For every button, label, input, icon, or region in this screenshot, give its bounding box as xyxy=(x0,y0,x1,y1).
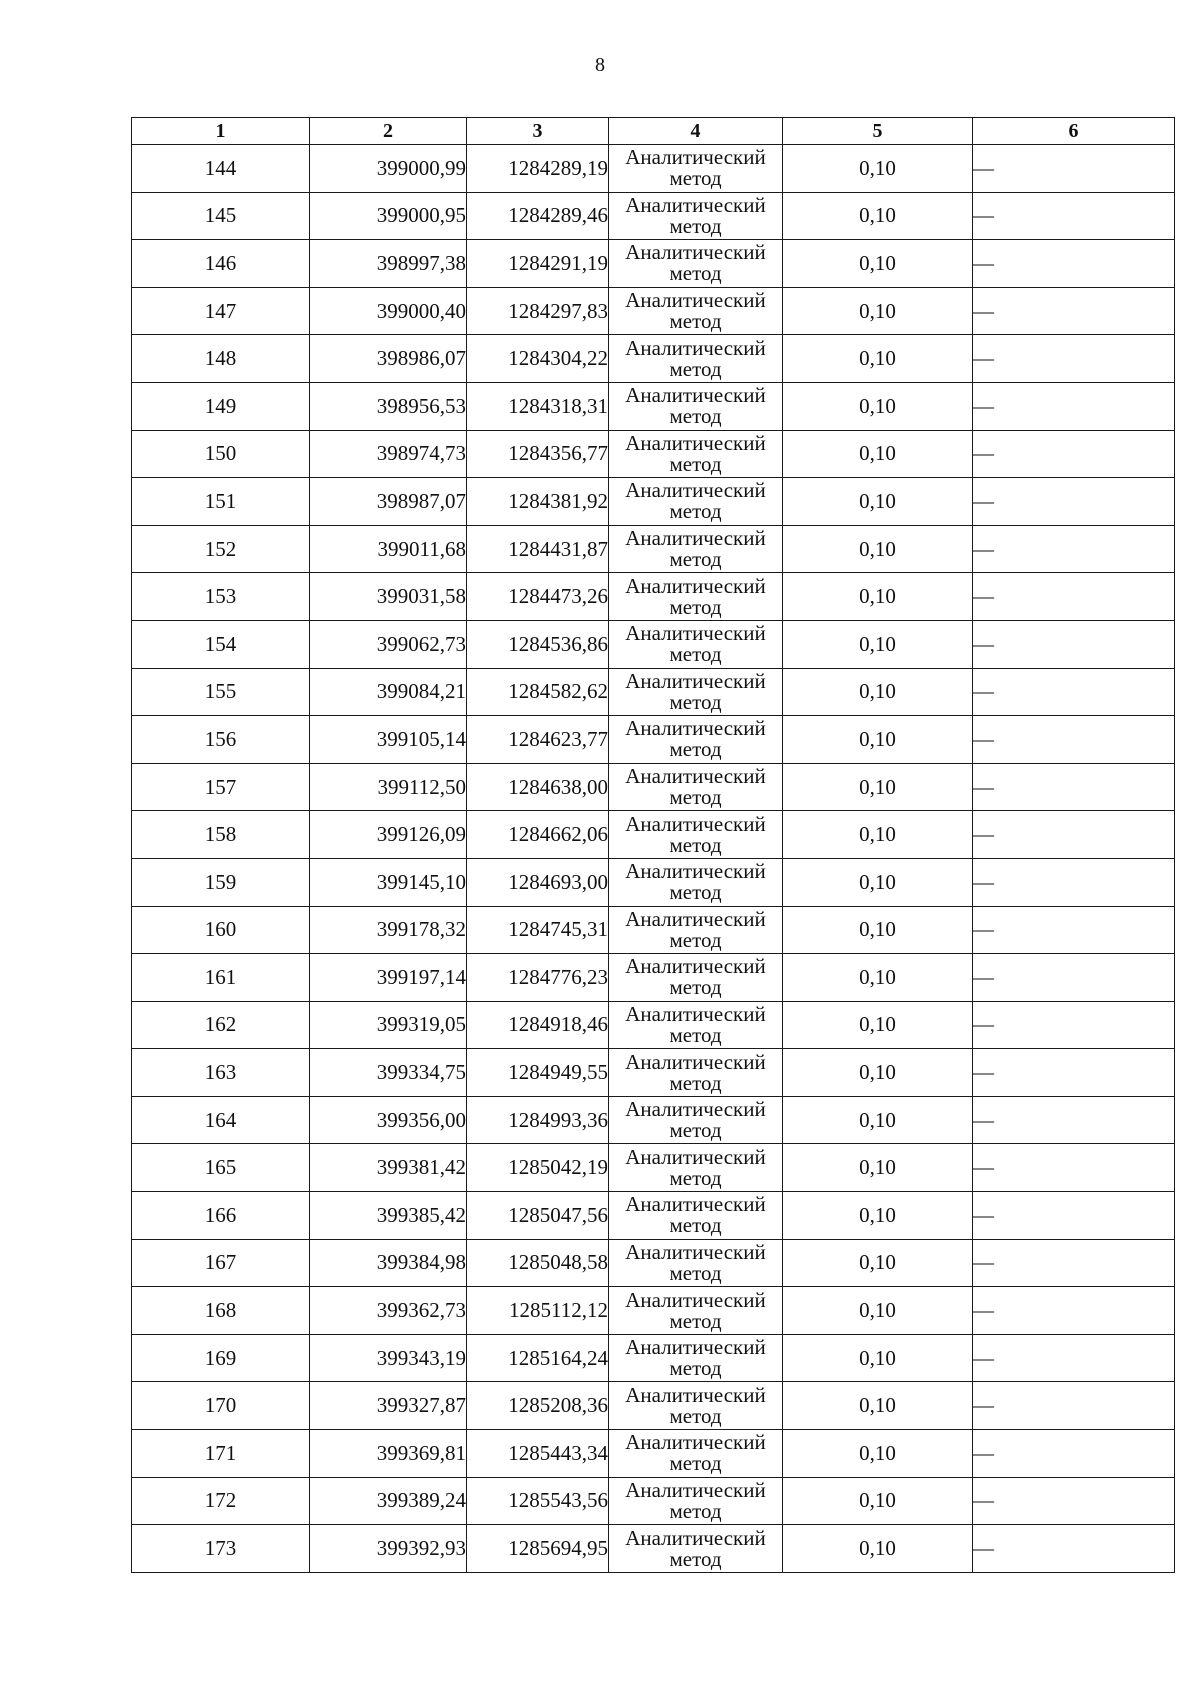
method-line-1: Аналитический xyxy=(625,1477,766,1502)
header-row xyxy=(132,118,1175,145)
y-coordinate-cell: 1284536,86 xyxy=(467,620,609,668)
header-col-3: 3 xyxy=(467,118,609,145)
method-line-2: метод xyxy=(669,166,722,191)
note-cell: — xyxy=(973,1525,1175,1573)
y-coordinate-cell: 1284431,87 xyxy=(467,525,609,573)
x-coordinate-cell: 399343,19 xyxy=(310,1334,467,1382)
method-cell xyxy=(609,478,783,526)
method-cell xyxy=(609,287,783,335)
point-number-cell: 171 xyxy=(132,1430,310,1478)
method-line-1: Аналитический xyxy=(625,430,766,455)
table-row xyxy=(132,240,1175,288)
note-cell: — xyxy=(973,240,1175,288)
table-row xyxy=(132,811,1175,859)
y-coordinate-cell: 1284381,92 xyxy=(467,478,609,526)
point-number-cell: 160 xyxy=(132,906,310,954)
accuracy-cell: 0,10 xyxy=(783,954,973,1002)
x-coordinate-cell: 399389,24 xyxy=(310,1477,467,1525)
method-cell xyxy=(609,1477,783,1525)
y-coordinate-cell: 1284291,19 xyxy=(467,240,609,288)
note-cell: — xyxy=(973,668,1175,716)
method-line-2: метод xyxy=(669,499,722,524)
note-cell: — xyxy=(973,811,1175,859)
table-row xyxy=(132,620,1175,668)
method-cell xyxy=(609,1144,783,1192)
y-coordinate-cell: 1284318,31 xyxy=(467,382,609,430)
method-cell xyxy=(609,906,783,954)
method-line-1: Аналитический xyxy=(625,954,766,979)
x-coordinate-cell: 399000,95 xyxy=(310,192,467,240)
method-line-2: метод xyxy=(669,975,722,1000)
x-coordinate-cell: 398997,38 xyxy=(310,240,467,288)
method-cell xyxy=(609,1287,783,1335)
table-header xyxy=(132,118,1175,145)
note-cell: — xyxy=(973,1239,1175,1287)
method-line-1: Аналитический xyxy=(625,906,766,931)
y-coordinate-cell: 1285047,56 xyxy=(467,1192,609,1240)
note-cell: — xyxy=(973,1334,1175,1382)
method-cell xyxy=(609,240,783,288)
point-number-cell: 173 xyxy=(132,1525,310,1573)
method-cell xyxy=(609,620,783,668)
coordinates-table xyxy=(131,117,1175,1573)
table-row xyxy=(132,1144,1175,1192)
method-cell xyxy=(609,1049,783,1097)
x-coordinate-cell: 399000,99 xyxy=(310,145,467,193)
table-row xyxy=(132,1096,1175,1144)
x-coordinate-cell: 399369,81 xyxy=(310,1430,467,1478)
table-row xyxy=(132,1049,1175,1097)
method-line-2: метод xyxy=(669,1546,722,1571)
accuracy-cell: 0,10 xyxy=(783,620,973,668)
method-line-2: метод xyxy=(669,1260,722,1285)
header-col-4: 4 xyxy=(609,118,783,145)
accuracy-cell: 0,10 xyxy=(783,1001,973,1049)
note-cell: — xyxy=(973,430,1175,478)
note-cell: — xyxy=(973,1287,1175,1335)
point-number-cell: 157 xyxy=(132,763,310,811)
x-coordinate-cell: 398974,73 xyxy=(310,430,467,478)
note-cell: — xyxy=(973,1430,1175,1478)
table-row xyxy=(132,954,1175,1002)
method-line-1: Аналитический xyxy=(625,1239,766,1264)
method-line-2: метод xyxy=(669,451,722,476)
y-coordinate-cell: 1285112,12 xyxy=(467,1287,609,1335)
method-line-1: Аналитический xyxy=(625,811,766,836)
header-col-5: 5 xyxy=(783,118,973,145)
accuracy-cell: 0,10 xyxy=(783,811,973,859)
accuracy-cell: 0,10 xyxy=(783,1430,973,1478)
table-row xyxy=(132,382,1175,430)
point-number-cell: 153 xyxy=(132,573,310,621)
method-line-2: метод xyxy=(669,1165,722,1190)
note-cell: — xyxy=(973,525,1175,573)
method-line-1: Аналитический xyxy=(625,1430,766,1455)
accuracy-cell: 0,10 xyxy=(783,573,973,621)
table-row xyxy=(132,478,1175,526)
accuracy-cell: 0,10 xyxy=(783,1049,973,1097)
method-line-2: метод xyxy=(669,785,722,810)
method-cell xyxy=(609,1382,783,1430)
y-coordinate-cell: 1284918,46 xyxy=(467,1001,609,1049)
method-line-1: Аналитический xyxy=(625,526,766,551)
method-cell xyxy=(609,954,783,1002)
point-number-cell: 162 xyxy=(132,1001,310,1049)
note-cell: — xyxy=(973,478,1175,526)
x-coordinate-cell: 398986,07 xyxy=(310,335,467,383)
table-row xyxy=(132,1334,1175,1382)
method-line-1: Аналитический xyxy=(625,1192,766,1217)
method-line-1: Аналитический xyxy=(625,1525,766,1550)
y-coordinate-cell: 1284297,83 xyxy=(467,287,609,335)
y-coordinate-cell: 1284662,06 xyxy=(467,811,609,859)
y-coordinate-cell: 1285443,34 xyxy=(467,1430,609,1478)
point-number-cell: 150 xyxy=(132,430,310,478)
note-cell: — xyxy=(973,1096,1175,1144)
point-number-cell: 144 xyxy=(132,145,310,193)
note-cell: — xyxy=(973,858,1175,906)
point-number-cell: 154 xyxy=(132,620,310,668)
method-line-2: метод xyxy=(669,356,722,381)
point-number-cell: 168 xyxy=(132,1287,310,1335)
point-number-cell: 167 xyxy=(132,1239,310,1287)
method-line-2: метод xyxy=(669,737,722,762)
table-row xyxy=(132,716,1175,764)
accuracy-cell: 0,10 xyxy=(783,763,973,811)
header-col-6: 6 xyxy=(973,118,1175,145)
table-row xyxy=(132,1430,1175,1478)
method-line-1: Аналитический xyxy=(625,288,766,313)
table-row xyxy=(132,763,1175,811)
y-coordinate-cell: 1284949,55 xyxy=(467,1049,609,1097)
method-cell xyxy=(609,858,783,906)
x-coordinate-cell: 399084,21 xyxy=(310,668,467,716)
point-number-cell: 155 xyxy=(132,668,310,716)
point-number-cell: 163 xyxy=(132,1049,310,1097)
x-coordinate-cell: 399384,98 xyxy=(310,1239,467,1287)
table-row xyxy=(132,145,1175,193)
method-line-2: метод xyxy=(669,1070,722,1095)
method-line-1: Аналитический xyxy=(625,764,766,789)
note-cell: — xyxy=(973,620,1175,668)
note-cell: — xyxy=(973,192,1175,240)
x-coordinate-cell: 399356,00 xyxy=(310,1096,467,1144)
table-row xyxy=(132,525,1175,573)
method-line-2: метод xyxy=(669,832,722,857)
note-cell: — xyxy=(973,382,1175,430)
table-body xyxy=(132,145,1175,1573)
accuracy-cell: 0,10 xyxy=(783,525,973,573)
method-line-1: Аналитический xyxy=(625,1287,766,1312)
point-number-cell: 170 xyxy=(132,1382,310,1430)
x-coordinate-cell: 399327,87 xyxy=(310,1382,467,1430)
method-line-1: Аналитический xyxy=(625,1335,766,1360)
y-coordinate-cell: 1285042,19 xyxy=(467,1144,609,1192)
method-line-2: метод xyxy=(669,547,722,572)
point-number-cell: 145 xyxy=(132,192,310,240)
accuracy-cell: 0,10 xyxy=(783,145,973,193)
method-line-1: Аналитический xyxy=(625,145,766,170)
point-number-cell: 149 xyxy=(132,382,310,430)
table-row xyxy=(132,1287,1175,1335)
method-line-2: метод xyxy=(669,213,722,238)
method-cell xyxy=(609,145,783,193)
y-coordinate-cell: 1284356,77 xyxy=(467,430,609,478)
note-cell: — xyxy=(973,335,1175,383)
y-coordinate-cell: 1284473,26 xyxy=(467,573,609,621)
note-cell: — xyxy=(973,954,1175,1002)
point-number-cell: 156 xyxy=(132,716,310,764)
method-cell xyxy=(609,1430,783,1478)
x-coordinate-cell: 399319,05 xyxy=(310,1001,467,1049)
method-cell xyxy=(609,1001,783,1049)
note-cell: — xyxy=(973,145,1175,193)
x-coordinate-cell: 399011,68 xyxy=(310,525,467,573)
note-cell: — xyxy=(973,1477,1175,1525)
method-line-2: метод xyxy=(669,1308,722,1333)
method-line-2: метод xyxy=(669,927,722,952)
point-number-cell: 148 xyxy=(132,335,310,383)
point-number-cell: 152 xyxy=(132,525,310,573)
x-coordinate-cell: 399392,93 xyxy=(310,1525,467,1573)
note-cell: — xyxy=(973,716,1175,764)
accuracy-cell: 0,10 xyxy=(783,192,973,240)
method-line-1: Аналитический xyxy=(625,1382,766,1407)
x-coordinate-cell: 399145,10 xyxy=(310,858,467,906)
note-cell: — xyxy=(973,1001,1175,1049)
method-cell xyxy=(609,382,783,430)
header-col-1: 1 xyxy=(132,118,310,145)
accuracy-cell: 0,10 xyxy=(783,287,973,335)
method-cell xyxy=(609,1239,783,1287)
method-line-2: метод xyxy=(669,880,722,905)
point-number-cell: 161 xyxy=(132,954,310,1002)
y-coordinate-cell: 1284289,19 xyxy=(467,145,609,193)
accuracy-cell: 0,10 xyxy=(783,716,973,764)
accuracy-cell: 0,10 xyxy=(783,858,973,906)
accuracy-cell: 0,10 xyxy=(783,478,973,526)
table-row xyxy=(132,287,1175,335)
method-line-1: Аналитический xyxy=(625,240,766,265)
method-line-1: Аналитический xyxy=(625,859,766,884)
table-row xyxy=(132,1192,1175,1240)
point-number-cell: 169 xyxy=(132,1334,310,1382)
method-line-2: метод xyxy=(669,594,722,619)
method-cell xyxy=(609,335,783,383)
method-line-2: метод xyxy=(669,642,722,667)
point-number-cell: 164 xyxy=(132,1096,310,1144)
method-line-1: Аналитический xyxy=(625,716,766,741)
note-cell: — xyxy=(973,1192,1175,1240)
method-line-1: Аналитический xyxy=(625,621,766,646)
method-line-2: метод xyxy=(669,1498,722,1523)
point-number-cell: 166 xyxy=(132,1192,310,1240)
x-coordinate-cell: 399385,42 xyxy=(310,1192,467,1240)
table-row xyxy=(132,906,1175,954)
point-number-cell: 172 xyxy=(132,1477,310,1525)
method-cell xyxy=(609,1192,783,1240)
table-row xyxy=(132,192,1175,240)
accuracy-cell: 0,10 xyxy=(783,382,973,430)
method-line-2: метод xyxy=(669,689,722,714)
point-number-cell: 147 xyxy=(132,287,310,335)
method-line-2: метод xyxy=(669,1356,722,1381)
method-line-1: Аналитический xyxy=(625,1097,766,1122)
point-number-cell: 159 xyxy=(132,858,310,906)
y-coordinate-cell: 1284776,23 xyxy=(467,954,609,1002)
y-coordinate-cell: 1284745,31 xyxy=(467,906,609,954)
method-cell xyxy=(609,1525,783,1573)
y-coordinate-cell: 1284638,00 xyxy=(467,763,609,811)
y-coordinate-cell: 1285543,56 xyxy=(467,1477,609,1525)
note-cell: — xyxy=(973,1144,1175,1192)
accuracy-cell: 0,10 xyxy=(783,1192,973,1240)
accuracy-cell: 0,10 xyxy=(783,1334,973,1382)
x-coordinate-cell: 398956,53 xyxy=(310,382,467,430)
method-cell xyxy=(609,763,783,811)
accuracy-cell: 0,10 xyxy=(783,1287,973,1335)
accuracy-cell: 0,10 xyxy=(783,335,973,383)
method-cell xyxy=(609,668,783,716)
x-coordinate-cell: 399105,14 xyxy=(310,716,467,764)
method-cell xyxy=(609,716,783,764)
method-line-2: метод xyxy=(669,261,722,286)
note-cell: — xyxy=(973,906,1175,954)
y-coordinate-cell: 1284582,62 xyxy=(467,668,609,716)
accuracy-cell: 0,10 xyxy=(783,240,973,288)
note-cell: — xyxy=(973,763,1175,811)
x-coordinate-cell: 399062,73 xyxy=(310,620,467,668)
method-cell xyxy=(609,811,783,859)
method-cell xyxy=(609,1334,783,1382)
x-coordinate-cell: 398987,07 xyxy=(310,478,467,526)
method-line-1: Аналитический xyxy=(625,668,766,693)
method-line-1: Аналитический xyxy=(625,335,766,360)
y-coordinate-cell: 1285164,24 xyxy=(467,1334,609,1382)
page-number: 8 xyxy=(595,54,605,76)
method-cell xyxy=(609,525,783,573)
table-row xyxy=(132,335,1175,383)
y-coordinate-cell: 1284289,46 xyxy=(467,192,609,240)
y-coordinate-cell: 1284304,22 xyxy=(467,335,609,383)
method-line-2: метод xyxy=(669,1451,722,1476)
accuracy-cell: 0,10 xyxy=(783,1239,973,1287)
table-row xyxy=(132,1382,1175,1430)
note-cell: — xyxy=(973,1382,1175,1430)
method-line-1: Аналитический xyxy=(625,192,766,217)
point-number-cell: 146 xyxy=(132,240,310,288)
y-coordinate-cell: 1284623,77 xyxy=(467,716,609,764)
method-line-2: метод xyxy=(669,1118,722,1143)
point-number-cell: 158 xyxy=(132,811,310,859)
y-coordinate-cell: 1285048,58 xyxy=(467,1239,609,1287)
method-line-2: метод xyxy=(669,1403,722,1428)
x-coordinate-cell: 399197,14 xyxy=(310,954,467,1002)
method-line-1: Аналитический xyxy=(625,383,766,408)
note-cell: — xyxy=(973,287,1175,335)
x-coordinate-cell: 399112,50 xyxy=(310,763,467,811)
x-coordinate-cell: 399334,75 xyxy=(310,1049,467,1097)
method-line-2: метод xyxy=(669,1022,722,1047)
method-line-1: Аналитический xyxy=(625,1144,766,1169)
table-row xyxy=(132,1477,1175,1525)
point-number-cell: 151 xyxy=(132,478,310,526)
header-col-2: 2 xyxy=(310,118,467,145)
table-row xyxy=(132,858,1175,906)
table-row xyxy=(132,573,1175,621)
accuracy-cell: 0,10 xyxy=(783,430,973,478)
method-line-2: метод xyxy=(669,309,722,334)
accuracy-cell: 0,10 xyxy=(783,1382,973,1430)
y-coordinate-cell: 1285208,36 xyxy=(467,1382,609,1430)
table-row xyxy=(132,430,1175,478)
method-line-1: Аналитический xyxy=(625,1001,766,1026)
y-coordinate-cell: 1284693,00 xyxy=(467,858,609,906)
x-coordinate-cell: 399381,42 xyxy=(310,1144,467,1192)
accuracy-cell: 0,10 xyxy=(783,1144,973,1192)
method-line-1: Аналитический xyxy=(625,573,766,598)
accuracy-cell: 0,10 xyxy=(783,1525,973,1573)
x-coordinate-cell: 399178,32 xyxy=(310,906,467,954)
x-coordinate-cell: 399362,73 xyxy=(310,1287,467,1335)
method-cell xyxy=(609,430,783,478)
table-row xyxy=(132,1001,1175,1049)
x-coordinate-cell: 399000,40 xyxy=(310,287,467,335)
note-cell: — xyxy=(973,573,1175,621)
method-cell xyxy=(609,573,783,621)
note-cell: — xyxy=(973,1049,1175,1097)
accuracy-cell: 0,10 xyxy=(783,668,973,716)
method-line-2: метод xyxy=(669,404,722,429)
y-coordinate-cell: 1285694,95 xyxy=(467,1525,609,1573)
accuracy-cell: 0,10 xyxy=(783,1477,973,1525)
x-coordinate-cell: 399126,09 xyxy=(310,811,467,859)
method-cell xyxy=(609,1096,783,1144)
method-line-1: Аналитический xyxy=(625,478,766,503)
table-row xyxy=(132,1239,1175,1287)
table-row xyxy=(132,1525,1175,1573)
method-line-2: метод xyxy=(669,1213,722,1238)
method-line-1: Аналитический xyxy=(625,1049,766,1074)
accuracy-cell: 0,10 xyxy=(783,1096,973,1144)
x-coordinate-cell: 399031,58 xyxy=(310,573,467,621)
method-cell xyxy=(609,192,783,240)
table-row xyxy=(132,668,1175,716)
y-coordinate-cell: 1284993,36 xyxy=(467,1096,609,1144)
accuracy-cell: 0,10 xyxy=(783,906,973,954)
point-number-cell: 165 xyxy=(132,1144,310,1192)
